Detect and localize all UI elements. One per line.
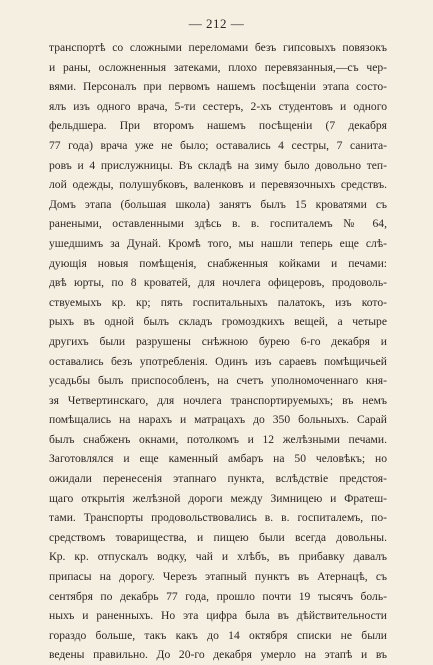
body-text — [49, 38, 387, 665]
text-line: средствомъ товарищества, и пищею были всегда довольны. — [49, 530, 387, 544]
text-line: ныхъ и раненныхъ. Но эта цифра была въ дѣйствительности — [49, 609, 387, 623]
text-line: Кр. кр. отпускалъ водку, чай и хлѣбъ, въ прибавку давалъ — [49, 550, 387, 564]
text-line: лой одежды, полушубковъ, валенковъ и перевязочныхъ средствъ. — [49, 178, 387, 192]
text-line: фельдшера. При второмъ нашемъ посѣщеніи (7 декабря — [49, 119, 387, 133]
text-line: ранеными, оставленными здѣсь в. в. госпиталемъ № 64, — [49, 217, 387, 231]
text-line: гораздо больше, такъ какъ до 14 октября списки не были — [49, 628, 387, 642]
text-line: былъ снабженъ окнами, потолкомъ и 12 желѣзными печами. — [49, 432, 387, 446]
text-line: ожидали перенесенія этапнаго пункта, вслѣдствіе предстоя- — [49, 472, 387, 486]
text-line: 77 года) врача уже не было; оставались 4 сестры, 7 санита- — [49, 138, 387, 152]
text-line: Заготовлялся и еще каменный амбаръ на 50 человѣкъ; но — [49, 452, 387, 466]
text-line: транспортѣ со сложными переломами безъ гипсовыхъ повязокъ — [49, 41, 387, 54]
text-line: сентября по декабрь 77 года, прошло почти 19 тысячъ боль- — [49, 589, 387, 603]
text-line: ровъ и 4 прислужницы. Въ складѣ на зиму было довольно теп- — [49, 158, 387, 172]
text-line: ствуемыхъ кр. кр; пять госпитальныхъ палатокъ, изъ кото- — [49, 295, 387, 309]
text-line: Домъ этапа (большая школа) занятъ былъ 15 кроватями съ — [49, 197, 387, 211]
text-line: щаго открытія желѣзной дороги между Зимницею и Фратеш- — [49, 491, 387, 505]
text-line: припасы на дорогу. Черезъ этапный пунктъ въ Атернацѣ, съ — [49, 570, 387, 584]
text-line: усадьбы былъ приспособленъ, на счетъ уполномоченнаго кня- — [49, 374, 387, 388]
text-line: помѣщались на нарахъ и матрацахъ до 350 больныхъ. Сарай — [49, 413, 387, 427]
text-line: зя Четвертинскаго, для ночлега транспортируемыхъ; въ немъ — [49, 393, 387, 407]
text-line: оставались безъ употребленія. Одинъ изъ сараевъ помѣщичьей — [49, 354, 387, 368]
text-line: и раны, осложненныя затеками, плохо перевязанныя,—съ чер- — [49, 60, 387, 74]
text-line: ведены правильно. До 20-го декабря умерло на этапѣ и въ — [49, 648, 387, 662]
text-line: ушедшимъ за Дунай. Кромѣ того, мы нашли теперь еще слѣ- — [49, 236, 387, 250]
text-line: двѣ юрты, по 8 кроватей, для ночлега офицеровъ, продоволь- — [49, 276, 387, 290]
page-number: — 212 — — [188, 16, 245, 31]
text-line: ялъ изъ одного врача, 5-ти сестеръ, 2-хъ студентовъ и одного — [49, 99, 387, 113]
text-line: вями. Персоналъ при первомъ нашемъ посѣщеніи этапа состо- — [49, 80, 387, 94]
text-line: тами. Транспорты продовольствовались в. в. госпиталемъ, по- — [49, 511, 387, 525]
text-line: дующія новыя помѣщенія, снабженныя койками и печами: — [49, 256, 387, 270]
text-line: другихъ были разрушены снѣжною бурею 6-го декабря и — [49, 334, 387, 348]
text-line: рыхъ въ одной былъ складъ громоздкихъ вещей, а четыре — [49, 315, 387, 329]
